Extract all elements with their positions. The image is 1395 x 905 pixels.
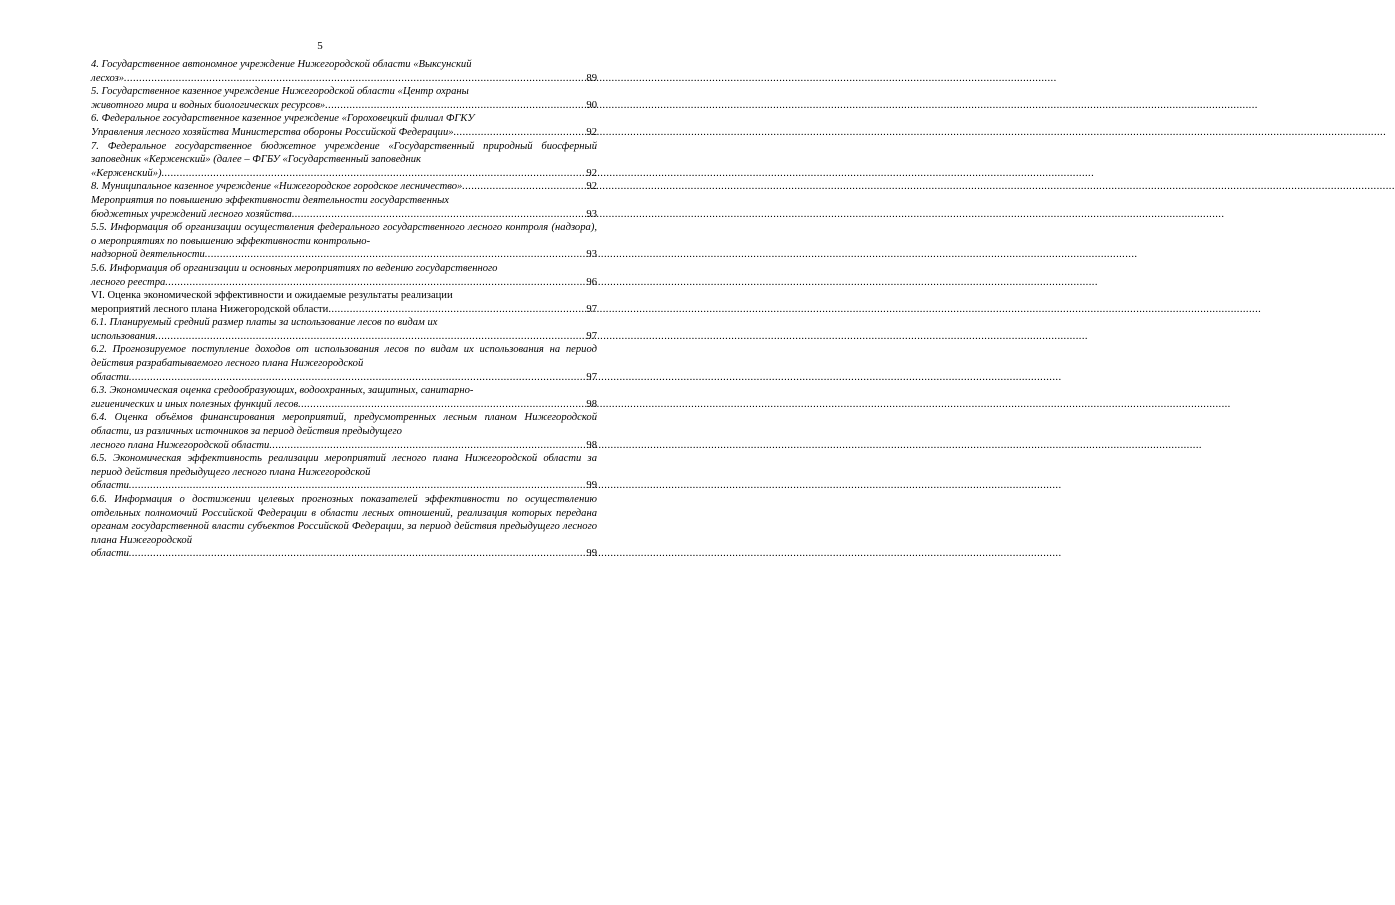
toc-entry-text: 5. Государственное казенное учреждение Нижегородской области «Центр охраны <box>91 86 469 98</box>
toc-entry-leader-line <box>91 248 597 262</box>
dot-leader <box>129 371 586 385</box>
toc-page-number: 98 <box>586 398 597 410</box>
toc-entry-text: VI. Оценка экономической эффективности и ожидаемые результаты реализации <box>91 290 453 302</box>
toc-entry-text: Мероприятия по повышению эффективности деятельности государственных <box>91 194 449 206</box>
toc-entry[interactable] <box>91 262 597 289</box>
toc-entry-leader-line <box>91 180 597 194</box>
toc-entry[interactable] <box>91 140 597 181</box>
toc-entry-text: надзорной деятельности <box>91 249 205 261</box>
dot-leader <box>129 547 586 561</box>
toc-entry-leader-line <box>91 126 597 140</box>
toc-entry-text: бюджетных учреждений лесного хозяйства <box>91 208 292 220</box>
toc-entry-text: 7. Федеральное государственное бюджетное учреждение «Государственный природный биосферный заповедник «Керженский» (далее – ФГБУ «Государственный заповедник <box>91 140 597 166</box>
toc-entry-leader-line <box>91 547 597 561</box>
toc-entry-leader-line <box>91 330 597 344</box>
toc-entry-text: 6. Федеральное государственное казенное учреждение «Гороховецкий филиал ФГКУ <box>91 113 475 125</box>
toc-page-number: 99 <box>586 480 597 492</box>
dot-leader <box>129 479 586 493</box>
toc-page-number: 90 <box>586 99 597 111</box>
toc-page-number: 99 <box>586 548 597 560</box>
dot-leader <box>462 180 586 194</box>
toc-entry-text: 6.6. Информация о достижении целевых прогнозных показателей эффективности по осуществлению отдельных полномочий Российской Федерации в области лесных отношений, реализация которых передана органам государственной власти субъектов Российской Федерации, за период действия предыдущего лесного плана Нижегородской <box>91 494 597 546</box>
toc-entry-leader-line <box>91 72 597 86</box>
dot-leader <box>165 276 586 290</box>
dot-leader <box>162 167 587 181</box>
toc-entry[interactable] <box>91 221 597 262</box>
toc-entry-text: 6.3. Экономическая оценка средообразующих, водоохранных, защитных, санитарно- <box>91 385 474 397</box>
toc-entry[interactable] <box>91 343 597 384</box>
toc-entry[interactable] <box>91 194 597 221</box>
toc-page-number: 97 <box>586 303 597 315</box>
dot-leader <box>292 208 587 222</box>
toc-entry-leader-line <box>91 398 597 412</box>
dot-leader <box>298 398 586 412</box>
toc-entry-text: 4. Государственное автономное учреждение Нижегородской области «Выксунский <box>91 59 472 70</box>
toc-entry-text: 6.2. Прогнозируемое поступление доходов от использования лесов по видам их использования на период действия разрабатываемого лесного плана Нижегородской <box>91 344 597 370</box>
dot-leader <box>124 72 586 86</box>
page-number: 5 <box>317 40 323 52</box>
dot-leader <box>155 330 586 344</box>
toc-page-number: 96 <box>586 276 597 288</box>
toc-entry-text: лесного плана Нижегородской области <box>91 439 270 451</box>
toc-entry-text: лесного реестра <box>91 276 166 288</box>
toc-entry[interactable] <box>91 452 597 493</box>
dot-leader <box>328 303 586 317</box>
toc-entry-leader-line <box>91 371 597 385</box>
dot-leader <box>205 248 587 262</box>
toc-entry-text: использования <box>91 330 156 342</box>
toc-entry-text: 5.5. Информация об организации осуществления федерального государственного лесного контроля (надзора), о мероприятиях по повышению эффективности контрольно- <box>91 222 597 247</box>
toc-entry-text: животного мира и водных биологических ресурсов» <box>91 99 326 111</box>
toc-entry-text: мероприятий лесного плана Нижегородской области <box>91 303 329 315</box>
toc-entry[interactable] <box>91 85 597 112</box>
toc-entry-leader-line <box>91 303 597 317</box>
toc-page-number: 97 <box>586 330 597 342</box>
toc-page-number: 93 <box>586 208 597 220</box>
toc-entry-text: лесхоз» <box>91 72 125 84</box>
toc-page-number: 97 <box>586 371 597 383</box>
toc-entry[interactable] <box>91 493 597 561</box>
toc-entry[interactable] <box>91 58 597 85</box>
toc-entry-text: гигиенических и иных полезных функций лесов <box>91 398 299 410</box>
dot-leader <box>454 126 587 140</box>
toc-entry-text: 6.4. Оценка объёмов финансирования мероприятий, предусмотренных лесным планом Нижегородской области, из различных источников за период действия предыдущего <box>91 412 597 438</box>
toc-entry[interactable] <box>91 112 597 139</box>
toc-entry-text: 6.1. Планируемый средний размер платы за использование лесов по видам их <box>91 317 438 329</box>
toc-entry-text: области <box>91 548 129 560</box>
toc-entry-leader-line <box>91 167 597 181</box>
toc-page-number: 98 <box>586 439 597 451</box>
toc-page-number: 93 <box>586 249 597 261</box>
toc-entry[interactable] <box>91 289 597 316</box>
toc-entry[interactable] <box>91 316 597 343</box>
toc-entry-text: области <box>91 480 129 492</box>
table-of-contents <box>91 58 597 561</box>
toc-entry-text: «Керженский») <box>91 167 162 179</box>
toc-entry[interactable] <box>91 180 597 194</box>
toc-entry-text: 6.5. Экономическая эффективность реализации мероприятий лесного плана Нижегородской области за период действия предыдущего лесного плана Нижегородской <box>91 453 597 478</box>
toc-entry-leader-line <box>91 208 597 222</box>
toc-entry-text: 5.6. Информация об организации и основных мероприятиях по ведению государственного <box>91 262 498 274</box>
toc-entry[interactable] <box>91 384 597 411</box>
toc-entry-leader-line <box>91 276 597 290</box>
toc-page-number: 92 <box>586 167 597 179</box>
dot-leader <box>325 99 586 113</box>
toc-page-number: 92 <box>586 126 597 138</box>
toc-entry-text: области <box>91 371 129 383</box>
toc-page-number: 89 <box>586 72 597 84</box>
toc-page-number: 92 <box>586 181 597 193</box>
toc-entry-text: Управления лесного хозяйства Министерства обороны Российской Федерации» <box>91 126 454 138</box>
toc-entry[interactable] <box>91 411 597 452</box>
toc-entry-leader-line <box>91 439 597 453</box>
dot-leader <box>269 439 586 453</box>
toc-entry-text: 8. Муниципальное казенное учреждение «Нижегородское городское лесничество» <box>91 181 463 193</box>
document-page <box>0 0 640 905</box>
toc-entry-leader-line <box>91 99 597 113</box>
toc-entry-leader-line <box>91 479 597 493</box>
